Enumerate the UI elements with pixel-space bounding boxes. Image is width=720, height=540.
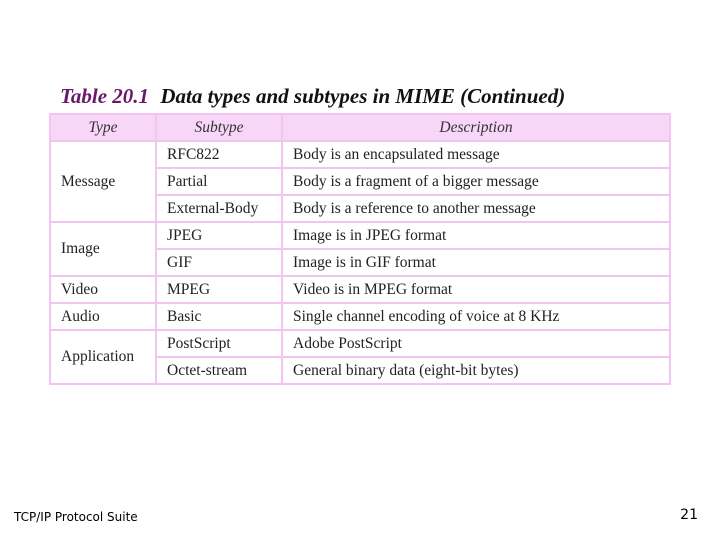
subtype-cell: Basic [156,303,282,330]
description-cell: Body is a reference to another message [282,195,670,222]
header-subtype: Subtype [156,114,282,141]
description-cell: Adobe PostScript [282,330,670,357]
footer-book-title: TCP/IP Protocol Suite [14,510,138,524]
description-cell: Video is in MPEG format [282,276,670,303]
mime-types-table [49,113,671,385]
type-cell: Image [50,222,156,276]
subtype-cell: Partial [156,168,282,195]
description-cell: General binary data (eight-bit bytes) [282,357,670,384]
subtype-cell: Octet-stream [156,357,282,384]
description-cell: Image is in JPEG format [282,222,670,249]
type-cell: Message [50,141,156,222]
description-cell: Single channel encoding of voice at 8 KHz [282,303,670,330]
description-cell: Body is a fragment of a bigger message [282,168,670,195]
subtype-cell: JPEG [156,222,282,249]
table-row [50,330,670,357]
table-header-row [50,114,670,141]
subtype-cell: PostScript [156,330,282,357]
page-number: 21 [680,507,698,523]
type-cell: Application [50,330,156,384]
table-row [50,303,670,330]
subtype-cell: GIF [156,249,282,276]
table-caption [60,84,680,109]
type-cell: Audio [50,303,156,330]
table-row [50,276,670,303]
type-cell: Video [50,276,156,303]
header-type: Type [50,114,156,141]
table-row [50,222,670,249]
table-number: Table 20.1 [60,84,150,108]
subtype-cell: RFC822 [156,141,282,168]
table-title: Data types and subtypes in MIME (Continued) [160,84,566,108]
header-description: Description [282,114,670,141]
description-cell: Image is in GIF format [282,249,670,276]
subtype-cell: External-Body [156,195,282,222]
mime-table-container [49,113,671,385]
description-cell: Body is an encapsulated message [282,141,670,168]
subtype-cell: MPEG [156,276,282,303]
table-row [50,141,670,168]
